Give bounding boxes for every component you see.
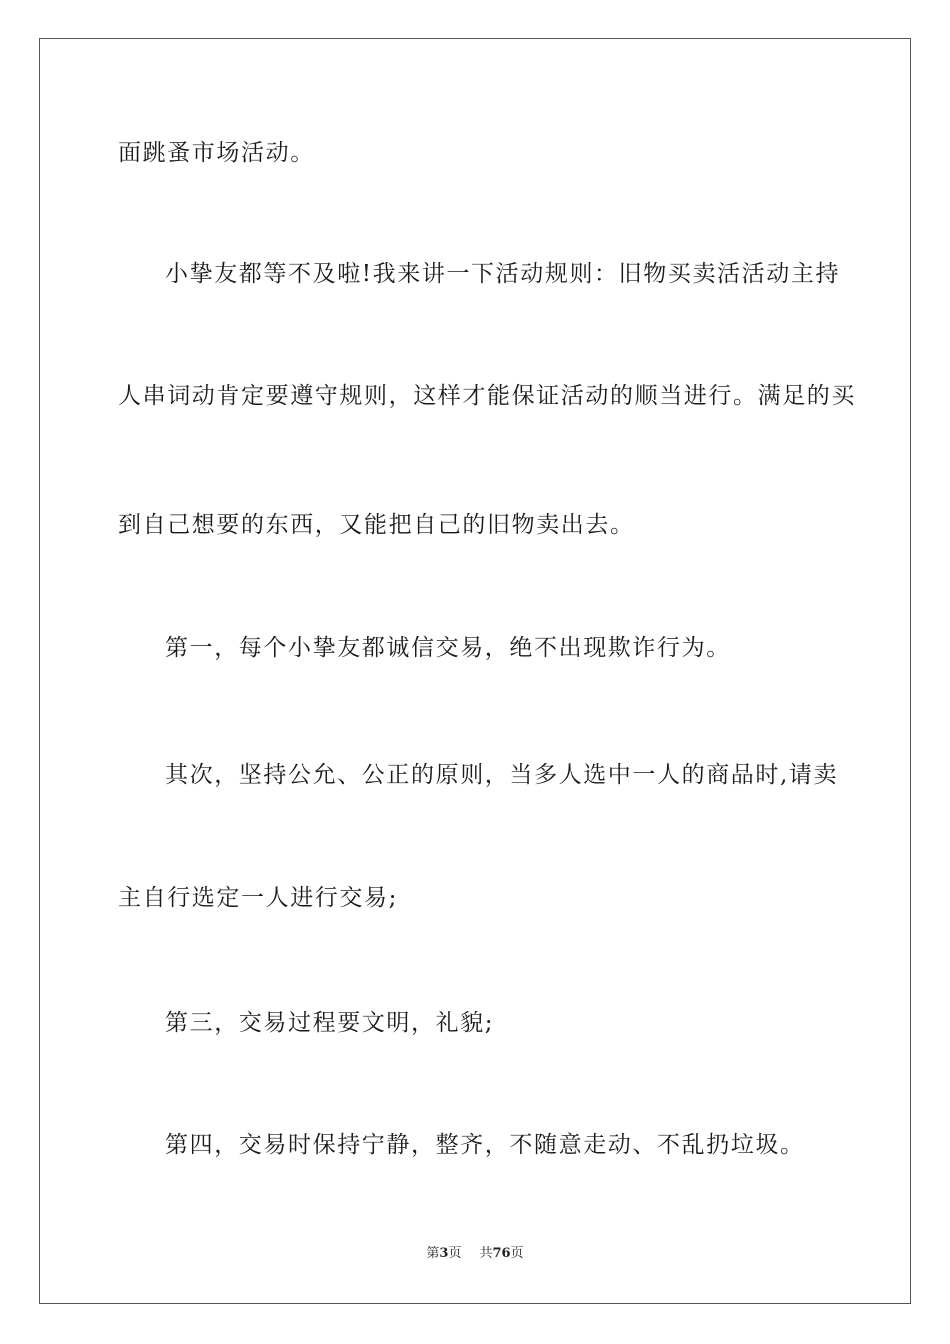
page-prefix: 第 xyxy=(426,1246,440,1261)
text-line-8: 第三，交易过程要文明，礼貌; xyxy=(165,1010,495,1036)
text-line-5: 第一，每个小挚友都诚信交易，绝不出现欺诈行为。 xyxy=(165,635,731,661)
total-pages-number: 76 xyxy=(492,1246,511,1261)
text-line-9: 第四，交易时保持宁静，整齐，不随意走动、不乱扔垃圾。 xyxy=(165,1132,805,1158)
text-line-6: 其次，坚持公允、公正的原则，当多人选中一人的商品时,请卖 xyxy=(165,762,839,788)
text-line-1: 面跳蚤市场活动。 xyxy=(118,140,315,166)
page-border xyxy=(39,38,911,1304)
text-line-4: 到自己想要的东西，又能把自己的旧物卖出去。 xyxy=(118,512,635,538)
text-line-2: 小挚友都等不及啦!我来讲一下活动规则：旧物买卖活活动主持 xyxy=(165,261,841,287)
page-footer xyxy=(0,1245,950,1263)
page-suffix: 页 xyxy=(448,1246,462,1261)
current-page-number: 3 xyxy=(439,1246,449,1261)
total-prefix: 共 xyxy=(479,1246,493,1261)
text-line-3: 人串词动肯定要遵守规则，这样才能保证活动的顺当进行。满足的买 xyxy=(118,383,856,409)
text-line-7: 主自行选定一人进行交易; xyxy=(118,885,398,911)
total-suffix: 页 xyxy=(510,1246,524,1261)
